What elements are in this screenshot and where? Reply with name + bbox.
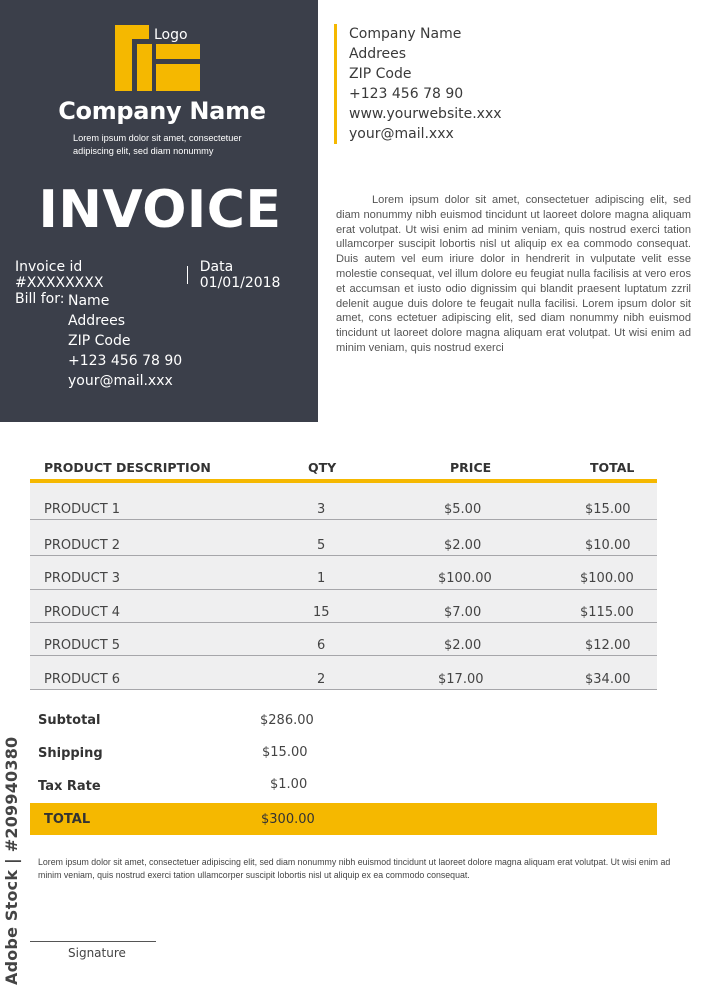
row-description: PRODUCT 5 — [44, 638, 121, 653]
row-total: $34.00 — [585, 672, 631, 687]
total-label: TOTAL — [44, 812, 91, 827]
row-total: $10.00 — [585, 538, 631, 553]
row-divider — [30, 622, 657, 623]
row-divider — [30, 689, 657, 690]
row-total: $100.00 — [580, 571, 634, 586]
logo-text: Logo — [154, 27, 188, 43]
row-price: $17.00 — [438, 672, 484, 687]
signature-label: Signature — [68, 946, 126, 960]
header-description: PRODUCT DESCRIPTION — [44, 460, 211, 475]
row-qty: 6 — [317, 638, 326, 653]
company-contact-zip: ZIP Code — [349, 66, 412, 82]
subtotal-label: Subtotal — [38, 713, 101, 728]
company-contact-email: your@mail.xxx — [349, 126, 454, 142]
row-divider — [30, 519, 657, 520]
header-qty: QTY — [308, 460, 337, 475]
company-tagline: Lorem ipsum dolor sit amet, consectetuer adipiscing elit, sed diam nonummy — [73, 133, 242, 156]
invoice-title: INVOICE — [38, 180, 282, 240]
bill-to-address — [68, 291, 182, 391]
product-table — [30, 483, 657, 690]
company-name: Company Name — [58, 97, 266, 125]
row-price: $5.00 — [444, 502, 482, 517]
invoice-id: Invoice id #XXXXXXXX — [15, 259, 104, 291]
shipping-label: Shipping — [38, 746, 103, 761]
header-total: TOTAL — [590, 460, 635, 475]
bill-to-zip: ZIP Code — [68, 333, 131, 349]
invoice-meta — [15, 259, 318, 291]
row-price: $100.00 — [438, 571, 492, 586]
row-divider — [30, 555, 657, 556]
signature-line — [30, 941, 156, 942]
row-divider — [30, 589, 657, 590]
meta-divider — [187, 266, 188, 284]
row-description: PRODUCT 1 — [44, 502, 121, 517]
bill-to-phone: +123 456 78 90 — [68, 353, 183, 369]
bill-to-email: your@mail.xxx — [68, 373, 173, 389]
bill-to-address-line: Addrees — [68, 313, 126, 329]
row-total: $115.00 — [580, 605, 634, 620]
intro-paragraph: Lorem ipsum dolor sit amet, consectetuer adipiscing elit, sed diam nonummy nibh euismod tincidunt ut laoreet dolore magna aliquam erat volutpat. Ut wisi enim ad minim veniam, quis nostrud exerci tation ullamcorper suscipit lobortis nisl ut aliquip ex ea commodo consequat. Duis autem vel eum iriure dolor in hendrerit in vulputate velit esse molestie consequat, vel illum dolore eu feugiat nulla facilisis at vero eros et accumsan et iusto odio dignissim qui blandit praesent luptatum zzril delenit augue duis dolore te feugait nulla facilisi. Lorem ipsum dolor sit amet, cons ectetuer adipiscing elit, sed diam nonummy nibh euismod tincidunt ut laoreet dolore magna aliquam erat volutpat. Ut wisi enim ad minim veniam, quis nostrud exerci — [336, 194, 691, 354]
shipping-value: $15.00 — [262, 745, 308, 760]
row-qty: 15 — [313, 605, 330, 620]
company-contact-block — [334, 24, 502, 144]
row-qty: 5 — [317, 538, 326, 553]
footer-paragraph: Lorem ipsum dolor sit amet, consectetuer adipiscing elit, sed diam nonummy nibh euismod tincidunt ut laoreet dolore magna aliquam erat volutpat. Ut wisi enim ad minim veniam, quis nostrud exerci tation ullamcorper suscipit lobortis nisl ut aliquip ex ea commodo consequat. — [38, 857, 671, 880]
total-value: $300.00 — [261, 812, 315, 827]
total-bar — [30, 803, 657, 835]
header-panel — [0, 0, 318, 422]
row-divider — [30, 655, 657, 656]
tax-rate-value: $1.00 — [270, 777, 308, 792]
stock-watermark-id: Adobe Stock | #209940380 — [2, 736, 21, 985]
table-header — [30, 458, 658, 480]
invoice-date: Data 01/01/2018 — [199, 259, 281, 291]
row-total: $15.00 — [585, 502, 631, 517]
row-price: $2.00 — [444, 638, 482, 653]
company-contact-name: Company Name — [349, 26, 462, 42]
bill-to-name: Name — [68, 293, 110, 309]
row-description: PRODUCT 6 — [44, 672, 121, 687]
row-total: $12.00 — [585, 638, 631, 653]
row-qty: 2 — [317, 672, 326, 687]
row-qty: 3 — [317, 502, 326, 517]
header-price: PRICE — [450, 460, 492, 475]
row-description: PRODUCT 2 — [44, 538, 121, 553]
tax-rate-label: Tax Rate — [38, 779, 101, 794]
row-price: $2.00 — [444, 538, 482, 553]
company-contact-phone: +123 456 78 90 — [349, 86, 464, 102]
row-qty: 1 — [317, 571, 326, 586]
bill-for-label: Bill for: — [15, 291, 65, 307]
row-price: $7.00 — [444, 605, 482, 620]
row-description: PRODUCT 4 — [44, 605, 121, 620]
subtotal-value: $286.00 — [260, 713, 314, 728]
company-contact-address: Addrees — [349, 46, 407, 62]
company-contact-website: www.yourwebsite.xxx — [349, 106, 502, 122]
row-description: PRODUCT 3 — [44, 571, 121, 586]
